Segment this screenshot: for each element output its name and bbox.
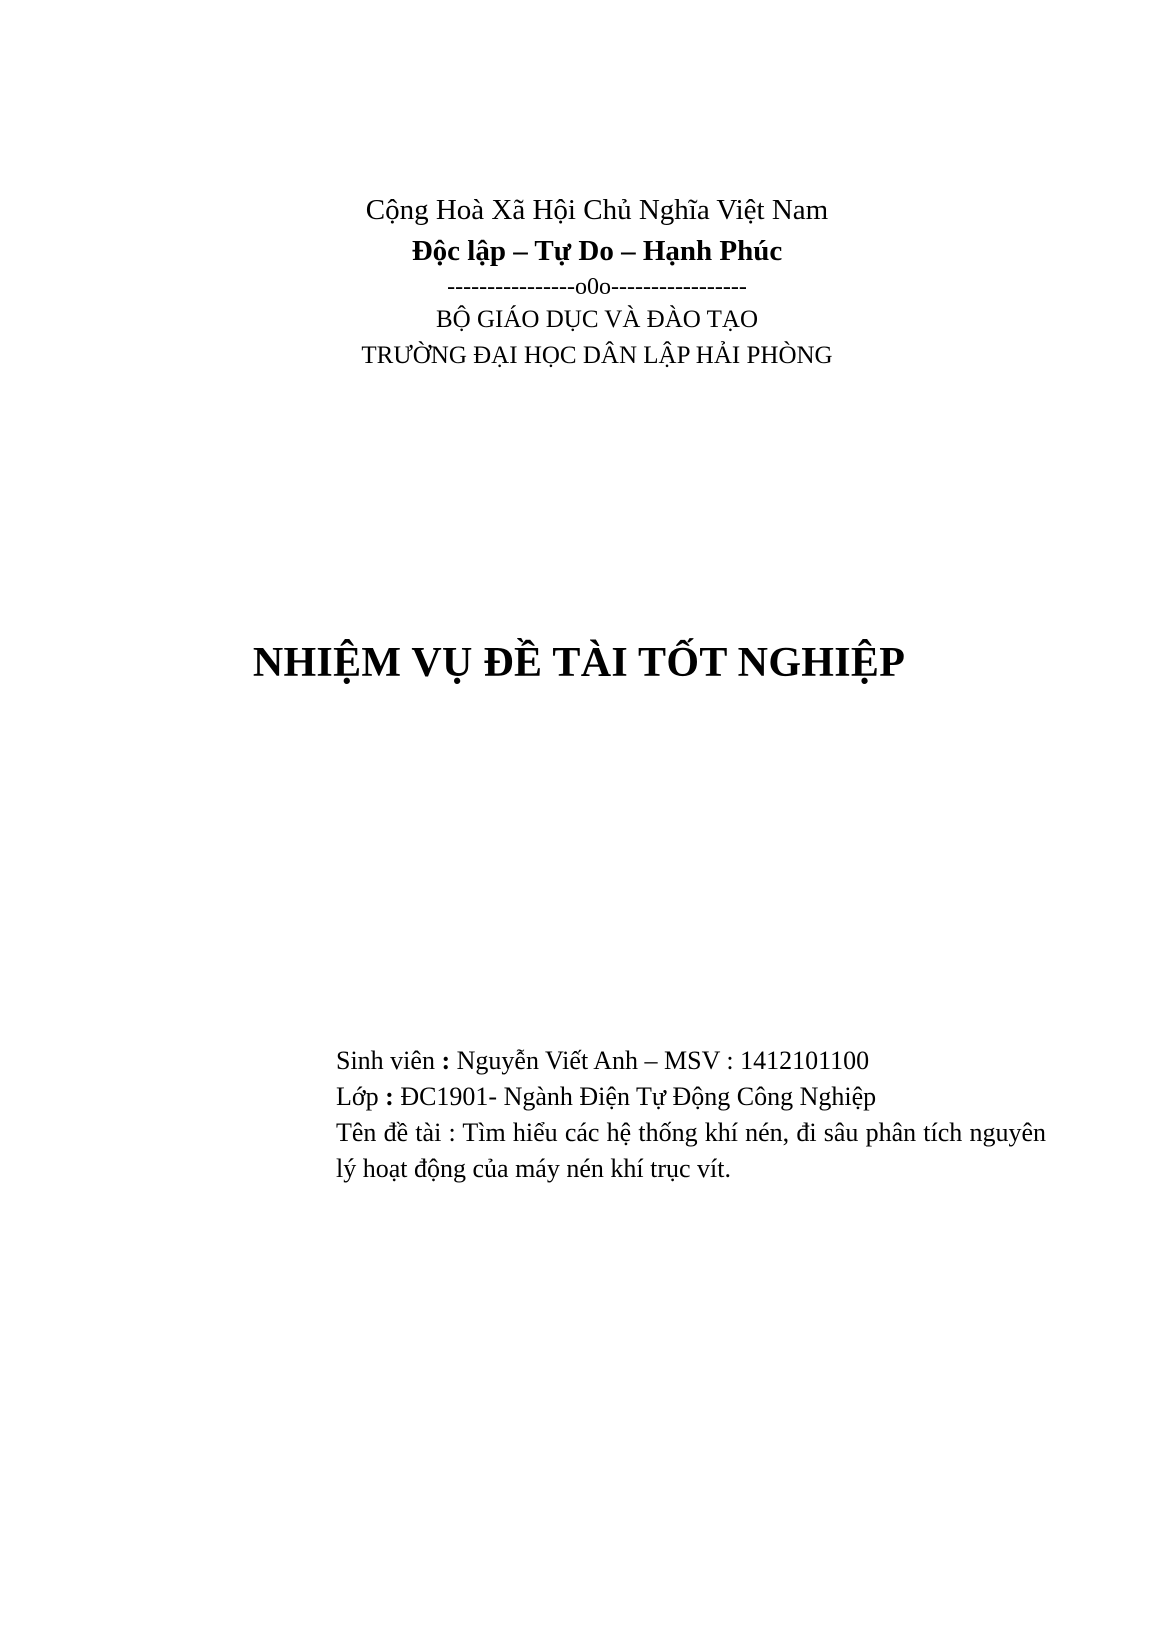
student-value: Nguyễn Viết Anh – MSV : 1412101100: [456, 1046, 870, 1075]
ministry-name: BỘ GIÁO DỤC VÀ ĐÀO TẠO: [436, 306, 758, 333]
document-header: [0, 190, 1158, 374]
school-name: TRƯỜNG ĐẠI HỌC DÂN LẬP HẢI PHÒNG: [361, 342, 833, 369]
class-line: [336, 1079, 1046, 1115]
student-colon: :: [434, 1046, 457, 1075]
student-line: [336, 1043, 1046, 1079]
class-label: Lớp: [336, 1082, 379, 1111]
student-info: [336, 1043, 1046, 1187]
national-name: Cộng Hoà Xã Hội Chủ Nghĩa Việt Nam: [365, 194, 829, 226]
national-motto: Độc lập – Tự Do – Hạnh Phúc: [411, 235, 783, 267]
topic-line: Tên đề tài : Tìm hiểu các hệ thống khí nén, đi sâu phân tích nguyên lý hoạt động của máy nén khí trục vít.: [336, 1118, 1046, 1183]
class-value: ĐC1901- Ngành Điện Tự Động Công Nghiệp: [400, 1082, 877, 1111]
class-colon: :: [378, 1082, 401, 1111]
document-title: NHIỆM VỤ ĐỀ TÀI TỐT NGHIỆP: [252, 640, 906, 686]
student-label: Sinh viên: [336, 1046, 435, 1075]
header-separator: ----------------o0o-----------------: [447, 274, 747, 300]
